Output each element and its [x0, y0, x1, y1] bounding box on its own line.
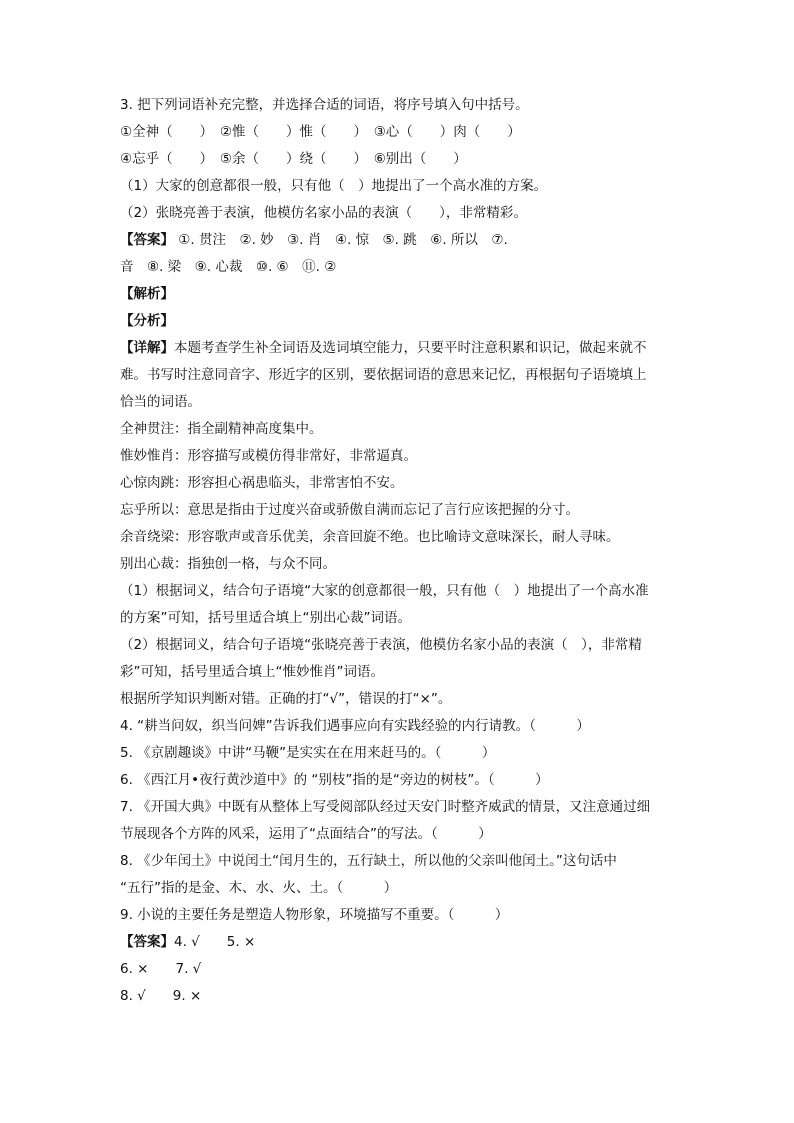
judgement-q7-line1: 7. 《开国大典》中既有从整体上写受阅部队经过天安门时整齐威武的情景，又注意通过细	[120, 799, 651, 815]
explanation1-line2: 的方案”可知，括号里适合填上“别出心裁”词语。	[120, 610, 411, 626]
explanation2-line2: 彩”可知，括号里适合填上“惟妙惟肖”词语。	[120, 664, 384, 680]
fenxi-label: 【分析】	[120, 313, 174, 329]
question3-sentence2: （2）张晓亮善于表演，他模仿名家小品的表演（ ），非常精彩。	[120, 205, 527, 221]
question3-stem: 3. 把下列词语补充完整，并选择合适的词语，将序号填入句中括号。	[120, 97, 529, 113]
judgement-q7-line2: 节展现各个方阵的风采，运用了“点面结合”的写法。（ ）	[120, 826, 492, 842]
definition-3: 心惊肉跳：形容担心祸患临头，非常害怕不安。	[120, 475, 404, 491]
definition-5: 余音绕梁：形容歌声或音乐优美，余音回旋不绝。也比喻诗文意味深长，耐人寻味。	[120, 529, 620, 545]
analysis-label: 【解析】	[120, 286, 174, 302]
definition-4: 忘乎所以：意思是指由于过度兴奋或骄傲自满而忘记了言行应该把握的分寸。	[120, 502, 579, 518]
judgement-q8-line2: “五行”指的是金、木、水、火、土。（ ）	[120, 880, 398, 896]
explanation2-line1: （2）根据词义，结合句子语境“张晓亮善于表演，他模仿名家小品的表演（ ），非常精	[120, 637, 642, 653]
question3-blanks-line2: ④忘乎（ ） ⑤余（ ）绕（ ） ⑥别出（ ）	[120, 151, 467, 167]
question3-answer-line1	[120, 227, 680, 254]
judgement-answer-line1	[120, 929, 680, 956]
question3-sentence1: （1）大家的创意都很一般，只有他（ ）地提出了一个高水准的方案。	[120, 178, 548, 194]
definition-1: 全神贯注：指全副精神高度集中。	[120, 421, 323, 437]
definition-6: 别出心裁：指独创一格，与众不同。	[120, 556, 336, 572]
judgement-q5: 5. 《京剧趣谈》中讲“马鞭”是实实在在用来赶马的。（ ）	[120, 745, 496, 761]
judgement-answer-line3: 8. √ 9. ×	[120, 988, 202, 1004]
detail-text: 本题考查学生补全词语及选词填空能力，只要平时注意积累和识记，做起来就不	[174, 340, 647, 356]
judgement-answer-label: 【答案】	[120, 934, 174, 950]
detail-line3: 恰当的词语。	[120, 394, 201, 410]
definition-2: 惟妙惟肖：形容描写或模仿得非常好，非常逼真。	[120, 448, 417, 464]
judgement-answer-text1: 4. √ 5. ×	[174, 934, 256, 950]
judgement-instruction: 根据所学知识判断对错。正确的打“√”，错误的打“×”。	[120, 691, 452, 707]
judgement-q6: 6. 《西江月•夜行黄沙道中》的 “别枝”指的是“旁边的树枝”。（ ）	[120, 772, 549, 788]
page-content	[120, 92, 680, 1010]
answer-text: ①. 贯注 ②. 妙 ③. 肖 ④. 惊 ⑤. 跳 ⑥. 所以 ⑦.	[178, 232, 508, 248]
judgement-answer-line2: 6. × 7. √	[120, 961, 202, 977]
judgement-q8-line1: 8. 《少年闰土》中说闰土“闰月生的，五行缺土，所以他的父亲叫他闰土。”这句话中	[120, 853, 617, 869]
detail-line1	[120, 335, 680, 362]
judgement-q9: 9. 小说的主要任务是塑造人物形象，环境描写不重要。（ ）	[120, 907, 509, 923]
explanation1-line1: （1）根据词义，结合句子语境“大家的创意都很一般，只有他（ ）地提出了一个高水准	[120, 583, 649, 599]
question3-answer-line2: 音 ⑧. 梁 ⑨. 心裁 ⑩. ⑥ ⑪. ②	[120, 259, 337, 275]
answer-label: 【答案】	[120, 232, 174, 248]
detail-label: 【详解】	[120, 340, 174, 356]
judgement-q4: 4. “耕当问奴，织当问婢”告诉我们遇事应向有实践经验的内行请教。（ ）	[120, 718, 590, 734]
question3-blanks-line1: ①全神（ ） ②惟（ ）惟（ ） ③心（ ）肉（ ）	[120, 124, 521, 140]
detail-line2: 难。书写时注意同音字、形近字的区别，要依据词语的意思来记忆，再根据句子语境填上	[120, 367, 647, 383]
